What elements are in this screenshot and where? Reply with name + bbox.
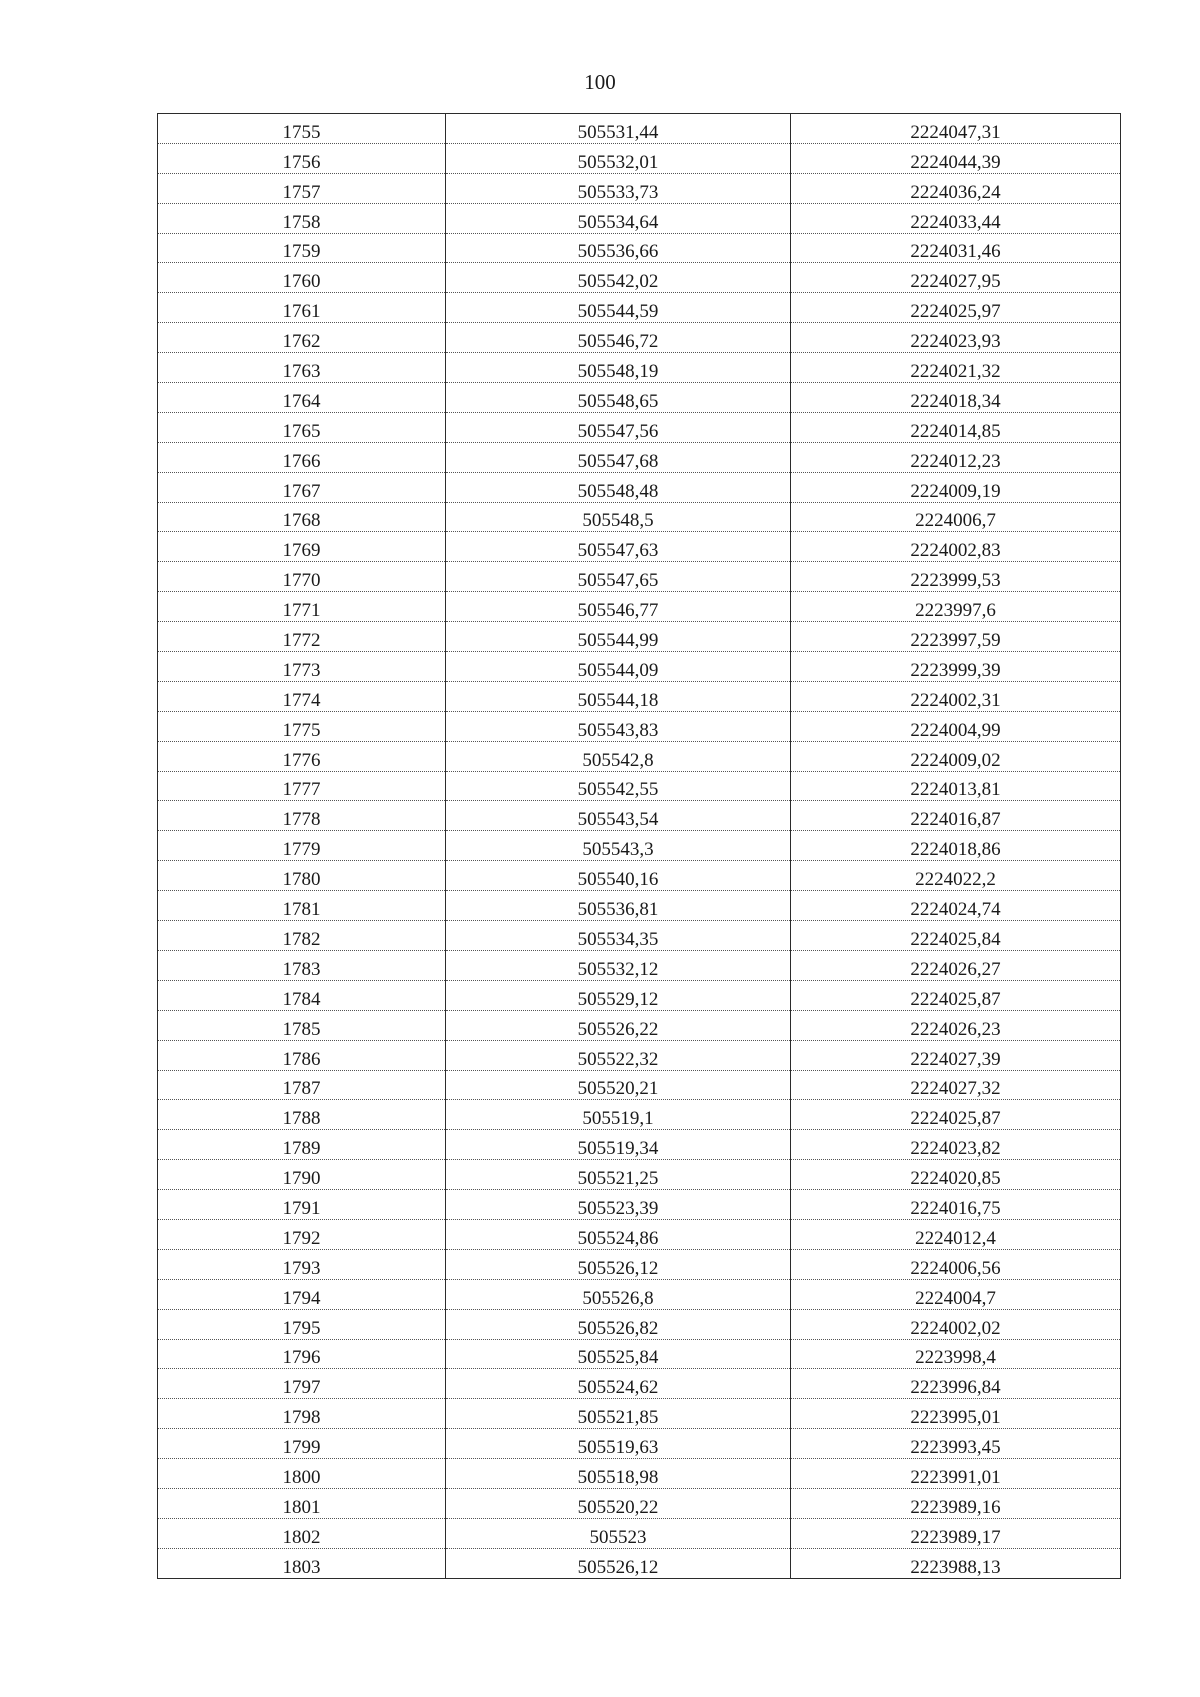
- x-coordinate-cell: 505544,59: [446, 293, 791, 323]
- y-coordinate-cell: 2224002,83: [791, 532, 1121, 562]
- x-coordinate-cell: 505518,98: [446, 1459, 791, 1489]
- y-coordinate-cell: 2224018,34: [791, 383, 1121, 413]
- point-number-cell: 1788: [158, 1100, 446, 1130]
- y-coordinate-cell: 2224012,23: [791, 442, 1121, 472]
- x-coordinate-cell: 505546,72: [446, 323, 791, 353]
- table-row: [158, 1190, 1121, 1220]
- y-coordinate-cell: 2224027,32: [791, 1070, 1121, 1100]
- y-coordinate-cell: 2224012,4: [791, 1219, 1121, 1249]
- x-coordinate-cell: 505533,73: [446, 173, 791, 203]
- table-row: [158, 1040, 1121, 1070]
- table-row: [158, 1130, 1121, 1160]
- y-coordinate-cell: 2224013,81: [791, 771, 1121, 801]
- y-coordinate-cell: 2223995,01: [791, 1399, 1121, 1429]
- point-number-cell: 1802: [158, 1518, 446, 1548]
- point-number-cell: 1777: [158, 771, 446, 801]
- point-number-cell: 1799: [158, 1429, 446, 1459]
- x-coordinate-cell: 505548,48: [446, 472, 791, 502]
- x-coordinate-cell: 505520,22: [446, 1488, 791, 1518]
- y-coordinate-cell: 2224047,31: [791, 114, 1121, 144]
- y-coordinate-cell: 2224023,82: [791, 1130, 1121, 1160]
- x-coordinate-cell: 505543,3: [446, 831, 791, 861]
- y-coordinate-cell: 2224025,87: [791, 1100, 1121, 1130]
- table-row: [158, 532, 1121, 562]
- point-number-cell: 1757: [158, 173, 446, 203]
- point-number-cell: 1781: [158, 891, 446, 921]
- point-number-cell: 1760: [158, 263, 446, 293]
- point-number-cell: 1763: [158, 353, 446, 383]
- point-number-cell: 1769: [158, 532, 446, 562]
- point-number-cell: 1800: [158, 1459, 446, 1489]
- point-number-cell: 1798: [158, 1399, 446, 1429]
- point-number-cell: 1758: [158, 203, 446, 233]
- table-row: [158, 801, 1121, 831]
- point-number-cell: 1770: [158, 562, 446, 592]
- table-row: [158, 562, 1121, 592]
- x-coordinate-cell: 505547,63: [446, 532, 791, 562]
- x-coordinate-cell: 505540,16: [446, 861, 791, 891]
- y-coordinate-cell: 2224025,84: [791, 921, 1121, 951]
- table-row: [158, 203, 1121, 233]
- x-coordinate-cell: 505519,34: [446, 1130, 791, 1160]
- table-row: [158, 741, 1121, 771]
- table-row: [158, 412, 1121, 442]
- table-row: [158, 652, 1121, 682]
- x-coordinate-cell: 505544,99: [446, 622, 791, 652]
- table-row: [158, 502, 1121, 532]
- x-coordinate-cell: 505547,65: [446, 562, 791, 592]
- y-coordinate-cell: 2223996,84: [791, 1369, 1121, 1399]
- y-coordinate-cell: 2224031,46: [791, 233, 1121, 263]
- point-number-cell: 1783: [158, 950, 446, 980]
- x-coordinate-cell: 505532,12: [446, 950, 791, 980]
- x-coordinate-cell: 505532,01: [446, 143, 791, 173]
- table-row: [158, 1010, 1121, 1040]
- table-row: [158, 143, 1121, 173]
- y-coordinate-cell: 2224016,87: [791, 801, 1121, 831]
- point-number-cell: 1766: [158, 442, 446, 472]
- point-number-cell: 1782: [158, 921, 446, 951]
- y-coordinate-cell: 2223993,45: [791, 1429, 1121, 1459]
- point-number-cell: 1790: [158, 1160, 446, 1190]
- table-row: [158, 1100, 1121, 1130]
- y-coordinate-cell: 2224014,85: [791, 412, 1121, 442]
- point-number-cell: 1786: [158, 1040, 446, 1070]
- x-coordinate-cell: 505548,19: [446, 353, 791, 383]
- x-coordinate-cell: 505524,62: [446, 1369, 791, 1399]
- point-number-cell: 1784: [158, 980, 446, 1010]
- table-row: [158, 831, 1121, 861]
- y-coordinate-cell: 2224025,87: [791, 980, 1121, 1010]
- x-coordinate-cell: 505548,65: [446, 383, 791, 413]
- y-coordinate-cell: 2224004,7: [791, 1279, 1121, 1309]
- y-coordinate-cell: 2224020,85: [791, 1160, 1121, 1190]
- point-number-cell: 1787: [158, 1070, 446, 1100]
- table-row: [158, 472, 1121, 502]
- x-coordinate-cell: 505546,77: [446, 592, 791, 622]
- point-number-cell: 1762: [158, 323, 446, 353]
- point-number-cell: 1756: [158, 143, 446, 173]
- x-coordinate-cell: 505526,8: [446, 1279, 791, 1309]
- x-coordinate-cell: 505531,44: [446, 114, 791, 144]
- table-row: [158, 711, 1121, 741]
- y-coordinate-cell: 2224006,7: [791, 502, 1121, 532]
- table-row: [158, 891, 1121, 921]
- x-coordinate-cell: 505519,63: [446, 1429, 791, 1459]
- x-coordinate-cell: 505542,8: [446, 741, 791, 771]
- x-coordinate-cell: 505521,85: [446, 1399, 791, 1429]
- point-number-cell: 1774: [158, 681, 446, 711]
- y-coordinate-cell: 2224022,2: [791, 861, 1121, 891]
- table-row: [158, 383, 1121, 413]
- point-number-cell: 1778: [158, 801, 446, 831]
- point-number-cell: 1773: [158, 652, 446, 682]
- y-coordinate-cell: 2224024,74: [791, 891, 1121, 921]
- point-number-cell: 1767: [158, 472, 446, 502]
- coordinates-table: [157, 113, 1121, 1579]
- table-row: [158, 1309, 1121, 1339]
- table-row: [158, 1369, 1121, 1399]
- y-coordinate-cell: 2224027,95: [791, 263, 1121, 293]
- x-coordinate-cell: 505529,12: [446, 980, 791, 1010]
- table-row: [158, 1518, 1121, 1548]
- table-row: [158, 1279, 1121, 1309]
- table-row: [158, 353, 1121, 383]
- x-coordinate-cell: 505523,39: [446, 1190, 791, 1220]
- x-coordinate-cell: 505542,02: [446, 263, 791, 293]
- table-row: [158, 980, 1121, 1010]
- table-row: [158, 1548, 1121, 1578]
- point-number-cell: 1776: [158, 741, 446, 771]
- x-coordinate-cell: 505543,54: [446, 801, 791, 831]
- point-number-cell: 1771: [158, 592, 446, 622]
- x-coordinate-cell: 505547,56: [446, 412, 791, 442]
- table-row: [158, 1219, 1121, 1249]
- table-row: [158, 771, 1121, 801]
- table-row: [158, 1339, 1121, 1369]
- y-coordinate-cell: 2224016,75: [791, 1190, 1121, 1220]
- x-coordinate-cell: 505526,12: [446, 1548, 791, 1578]
- y-coordinate-cell: 2224021,32: [791, 353, 1121, 383]
- table-row: [158, 1160, 1121, 1190]
- x-coordinate-cell: 505526,12: [446, 1249, 791, 1279]
- y-coordinate-cell: 2224044,39: [791, 143, 1121, 173]
- point-number-cell: 1779: [158, 831, 446, 861]
- y-coordinate-cell: 2224036,24: [791, 173, 1121, 203]
- y-coordinate-cell: 2224009,19: [791, 472, 1121, 502]
- y-coordinate-cell: 2224006,56: [791, 1249, 1121, 1279]
- point-number-cell: 1792: [158, 1219, 446, 1249]
- table-row: [158, 622, 1121, 652]
- y-coordinate-cell: 2223988,13: [791, 1548, 1121, 1578]
- point-number-cell: 1768: [158, 502, 446, 532]
- point-number-cell: 1772: [158, 622, 446, 652]
- table-row: [158, 950, 1121, 980]
- table-row: [158, 293, 1121, 323]
- point-number-cell: 1791: [158, 1190, 446, 1220]
- x-coordinate-cell: 505519,1: [446, 1100, 791, 1130]
- y-coordinate-cell: 2223997,6: [791, 592, 1121, 622]
- page-number: 100: [584, 70, 616, 94]
- y-coordinate-cell: 2224009,02: [791, 741, 1121, 771]
- y-coordinate-cell: 2223999,39: [791, 652, 1121, 682]
- y-coordinate-cell: 2223997,59: [791, 622, 1121, 652]
- point-number-cell: 1803: [158, 1548, 446, 1578]
- x-coordinate-cell: 505526,22: [446, 1010, 791, 1040]
- table-row: [158, 1429, 1121, 1459]
- point-number-cell: 1761: [158, 293, 446, 323]
- point-number-cell: 1794: [158, 1279, 446, 1309]
- point-number-cell: 1795: [158, 1309, 446, 1339]
- coordinates-table-body: [158, 114, 1121, 1579]
- table-row: [158, 1249, 1121, 1279]
- x-coordinate-cell: 505526,82: [446, 1309, 791, 1339]
- y-coordinate-cell: 2223998,4: [791, 1339, 1121, 1369]
- table-row: [158, 323, 1121, 353]
- x-coordinate-cell: 505542,55: [446, 771, 791, 801]
- y-coordinate-cell: 2223991,01: [791, 1459, 1121, 1489]
- y-coordinate-cell: 2223989,16: [791, 1488, 1121, 1518]
- table-row: [158, 1070, 1121, 1100]
- x-coordinate-cell: 505520,21: [446, 1070, 791, 1100]
- x-coordinate-cell: 505534,64: [446, 203, 791, 233]
- point-number-cell: 1797: [158, 1369, 446, 1399]
- table-row: [158, 442, 1121, 472]
- table-row: [158, 263, 1121, 293]
- y-coordinate-cell: 2224018,86: [791, 831, 1121, 861]
- x-coordinate-cell: 505536,66: [446, 233, 791, 263]
- y-coordinate-cell: 2224002,02: [791, 1309, 1121, 1339]
- y-coordinate-cell: 2223999,53: [791, 562, 1121, 592]
- x-coordinate-cell: 505548,5: [446, 502, 791, 532]
- x-coordinate-cell: 505522,32: [446, 1040, 791, 1070]
- x-coordinate-cell: 505544,18: [446, 681, 791, 711]
- table-row: [158, 114, 1121, 144]
- table-row: [158, 1459, 1121, 1489]
- y-coordinate-cell: 2224026,23: [791, 1010, 1121, 1040]
- y-coordinate-cell: 2224002,31: [791, 681, 1121, 711]
- y-coordinate-cell: 2223989,17: [791, 1518, 1121, 1548]
- y-coordinate-cell: 2224027,39: [791, 1040, 1121, 1070]
- x-coordinate-cell: 505523: [446, 1518, 791, 1548]
- table-row: [158, 681, 1121, 711]
- y-coordinate-cell: 2224025,97: [791, 293, 1121, 323]
- point-number-cell: 1755: [158, 114, 446, 144]
- y-coordinate-cell: 2224033,44: [791, 203, 1121, 233]
- x-coordinate-cell: 505536,81: [446, 891, 791, 921]
- x-coordinate-cell: 505525,84: [446, 1339, 791, 1369]
- x-coordinate-cell: 505543,83: [446, 711, 791, 741]
- point-number-cell: 1775: [158, 711, 446, 741]
- y-coordinate-cell: 2224004,99: [791, 711, 1121, 741]
- table-row: [158, 1399, 1121, 1429]
- y-coordinate-cell: 2224023,93: [791, 323, 1121, 353]
- table-row: [158, 592, 1121, 622]
- x-coordinate-cell: 505547,68: [446, 442, 791, 472]
- table-row: [158, 173, 1121, 203]
- point-number-cell: 1793: [158, 1249, 446, 1279]
- table-row: [158, 921, 1121, 951]
- table-row: [158, 1488, 1121, 1518]
- x-coordinate-cell: 505544,09: [446, 652, 791, 682]
- point-number-cell: 1785: [158, 1010, 446, 1040]
- table-row: [158, 233, 1121, 263]
- point-number-cell: 1780: [158, 861, 446, 891]
- x-coordinate-cell: 505524,86: [446, 1219, 791, 1249]
- point-number-cell: 1796: [158, 1339, 446, 1369]
- x-coordinate-cell: 505534,35: [446, 921, 791, 951]
- table-row: [158, 861, 1121, 891]
- point-number-cell: 1759: [158, 233, 446, 263]
- point-number-cell: 1765: [158, 412, 446, 442]
- point-number-cell: 1789: [158, 1130, 446, 1160]
- point-number-cell: 1764: [158, 383, 446, 413]
- point-number-cell: 1801: [158, 1488, 446, 1518]
- x-coordinate-cell: 505521,25: [446, 1160, 791, 1190]
- y-coordinate-cell: 2224026,27: [791, 950, 1121, 980]
